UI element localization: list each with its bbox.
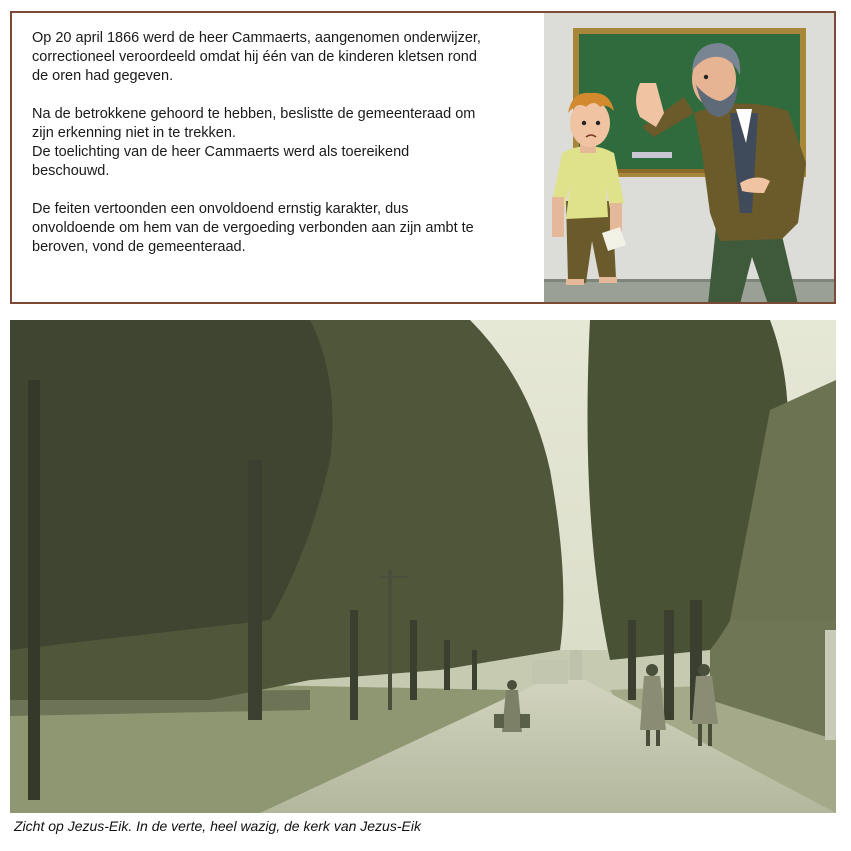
paragraph-3-line-2: onvoldoende om hem van de vergoeding verbonden aan zijn ambt te xyxy=(32,220,474,236)
paragraph-2-line-4: beschouwd. xyxy=(32,163,110,179)
photo-caption: Zicht op Jezus-Eik. In de verte, heel wazig, de kerk van Jezus-Eik xyxy=(14,818,421,834)
paragraph-2-line-3: De toelichting van de heer Cammaerts werd als toereikend xyxy=(32,144,410,160)
paragraph-1-line-2: correctioneel veroordeeld omdat hij één van de kinderen kletsen rond xyxy=(32,49,477,65)
story-text xyxy=(32,29,532,257)
paragraph-2-line-2: zijn erkenning niet in te trekken. xyxy=(32,125,236,141)
historic-photo xyxy=(10,320,836,813)
classroom-illustration xyxy=(544,13,836,304)
text-panel xyxy=(10,11,836,304)
paragraph-3-line-3: beroven, vond de gemeenteraad. xyxy=(32,239,246,255)
paragraph-2-line-1: Na de betrokkene gehoord te hebben, beslistte de gemeenteraad om xyxy=(32,106,476,122)
paragraph-3-line-1: De feiten vertoonden een onvoldoend ernstig karakter, dus xyxy=(32,201,409,217)
paragraph-1-line-1: Op 20 april 1866 werd de heer Cammaerts, aangenomen onderwijzer, xyxy=(32,30,481,46)
paragraph-1-line-3: de oren had gegeven. xyxy=(32,68,174,84)
